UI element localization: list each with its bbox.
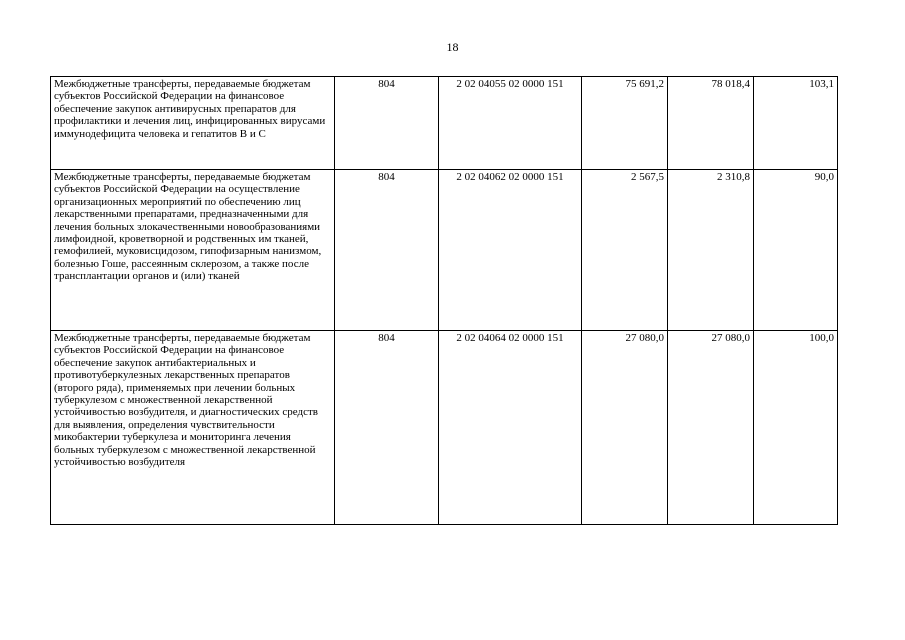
admin-code: 804 [335,331,439,525]
transfer-description: Межбюджетные трансферты, передаваемые бюджетам субъектов Российской Федерации на осуществление организационных мероприятий по обеспечению лиц лекарственными препаратами, предназначенными для лечения больных злокачественными новообразованиями лимфоидной, кроветворной и родственных им тканей, гемофилией, муковисцидозом, гипофизарным нанизмом, болезнью Гоше, рассеянным склерозом, а также после трансплантации органов и (или) тканей [51,170,335,331]
amount-actual: 27 080,0 [668,331,754,525]
execution-percent: 90,0 [754,170,838,331]
execution-percent: 100,0 [754,331,838,525]
budget-table [50,76,838,525]
table-row [51,77,838,170]
amount-planned: 2 567,5 [582,170,668,331]
amount-actual: 78 018,4 [668,77,754,170]
page-number: 18 [446,40,459,54]
amount-actual: 2 310,8 [668,170,754,331]
budget-classification-code: 2 02 04055 02 0000 151 [439,77,582,170]
amount-planned: 27 080,0 [582,331,668,525]
transfer-description: Межбюджетные трансферты, передаваемые бюджетам субъектов Российской Федерации на финансовое обеспечение закупок антибактериальных и противотуберкулезных лекарственных препаратов (второго ряда), применяемых при лечении больных туберкулезом с множественной лекарственной устойчивостью возбудителя, и диагностических средств для выявления, определения чувствительности микобактерии туберкулеза и мониторинга лечения больных туберкулезом с множественной лекарственной устойчивостью возбудителя [51,331,335,525]
budget-classification-code: 2 02 04062 02 0000 151 [439,170,582,331]
transfer-description: Межбюджетные трансферты, передаваемые бюджетам субъектов Российской Федерации на финансовое обеспечение закупок антивирусных препаратов для профилактики и лечения лиц, инфицированных вирусами иммунодефицита человека и гепатитов В и С [51,77,335,170]
table-row [51,170,838,331]
table-row [51,331,838,525]
budget-classification-code: 2 02 04064 02 0000 151 [439,331,582,525]
admin-code: 804 [335,77,439,170]
amount-planned: 75 691,2 [582,77,668,170]
execution-percent: 103,1 [754,77,838,170]
admin-code: 804 [335,170,439,331]
